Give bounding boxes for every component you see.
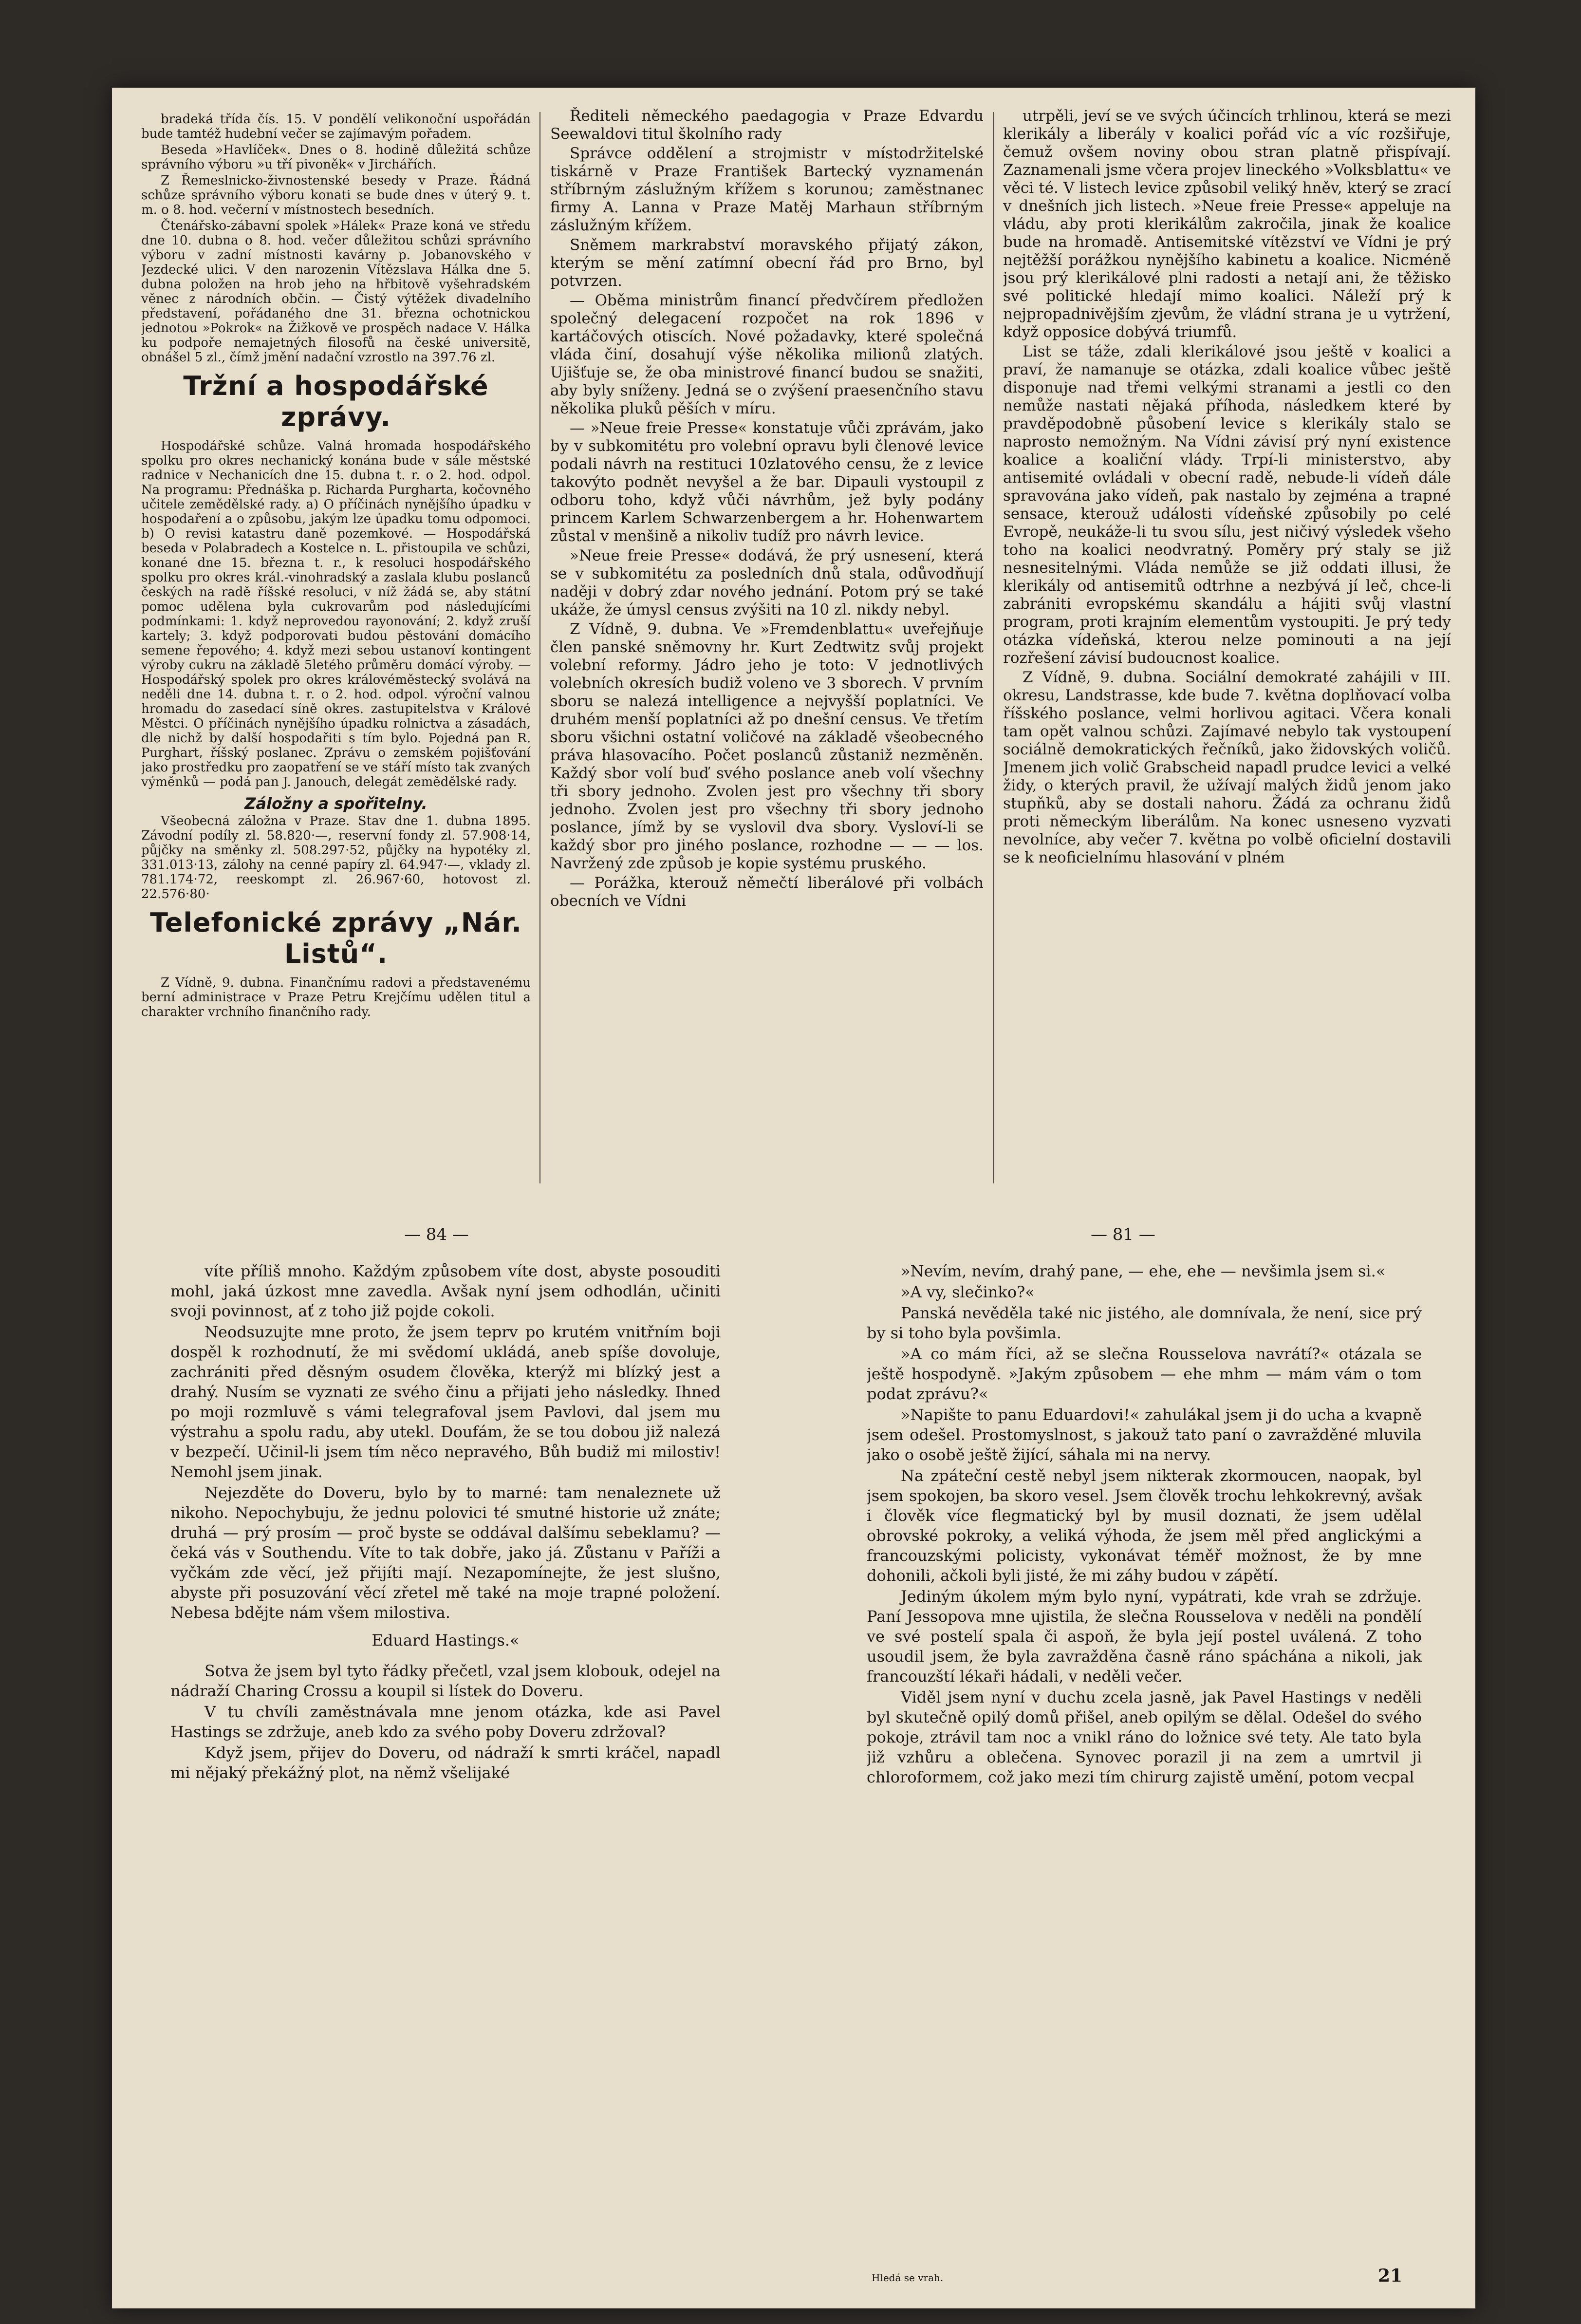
newspaper-sheet	[112, 88, 1475, 2308]
novel-page-right	[867, 1261, 1422, 2265]
novel-paragraph: Na zpáteční cestě nebyl jsem nikterak zkormoucen, naopak, byl jsem spokojen, ba skoro vesel. Jsem člověk trochu lehkokrevný, avšak i člověk více flegmatický byl by musil doznati, že jsem udělal obrovské pokroky, a veliká výhoda, že jsem měl před anglickými a francouzskými policisty, vykonávat téměř možnost, že by mne dohonili, ačkoli byli jisté, že mi záhy budou v zápětí.	[867, 1466, 1422, 1585]
page-number-left: — 84 —	[404, 1225, 469, 1244]
news-paragraph: Řediteli německého paedagogia v Praze Edvardu Seewaldovi titul školního rady	[550, 107, 984, 143]
news-paragraph: — Porážka, kterouž němečtí liberálové při volbách obecních ve Vídni	[550, 874, 984, 910]
news-paragraph: Všeobecná záložna v Praze. Stav dne 1. dubna 1895. Závodní podíly zl. 58.820·—, reservní fondy zl. 57.908·14, půjčky na směnky zl. 508.297·52, půjčky na hypotéky zl. 331.013·13, zálohy na cenné papíry zl. 64.947·—, vklady zl. 781.174·72, reeskompt zl. 26.967·60, hotovost zl. 22.576·80·	[141, 814, 531, 901]
column-divider	[539, 112, 540, 1183]
news-paragraph: — »Neue freie Presse« konstatuje vůči zprávám, jako by v subkomitétu pro volební opravu byli členové levice podali návrh na restituci 10zlatového censu, že z levice takovýto podnět nevyšel a že bar. Dipauli vystoupil z odboru toho, když vůči návrhům, jež byly podány princem Karlem Schwarzenbergem a hr. Hohenwartem zůstal v menšině a nikoliv tudíž pro návrh levice.	[550, 419, 984, 545]
news-paragraph: Čtenářsko-zábavní spolek »Hálek« Praze koná ve středu dne 10. dubna o 8. hod. večer důležitou schůzi správního výboru v zadní místnosti kavárny p. Jobanovského v Jezdecké ulici. V den narozenin Vítězslava Hálka dne 5. dubna položen na hrob jeho na hřbitově vyšehradském věnec z národních občin. — Čistý výtěžek divadelního představení, pořádaného dne 31. března ochotnickou jednotou »Pokrok« na Žižkově ve prospěch nadace V. Hálka ku podpoře nemajetných filosofů na české universitě, obnášel 5 zl., čímž jmění nadační vzrostlo na 397.76 zl.	[141, 219, 531, 365]
novel-paragraph: »A co mám říci, až se slečna Rousselova navrátí?« otázala se ještě hospodyně. »Jakým způsobem — ehe mhm — mám vám o tom podat zprávu?«	[867, 1345, 1422, 1403]
section-title-telephone: Telefonické zprávy „Nár. Listů“.	[150, 907, 522, 969]
news-paragraph: Beseda »Havlíček«. Dnes o 8. hodině důležitá schůze správního výboru »u tří pivoněk« v Jirchářích.	[141, 143, 531, 172]
novel-paragraph: Sotva že jsem byl tyto řádky přečetl, vzal jsem klobouk, odejel na nádraží Charing Crossu a koupil si lístek do Doveru.	[170, 1662, 721, 1700]
novel-paragraph: Neodsuzujte mne proto, že jsem teprv po krutém vnitřním boji dospěl k rozhodnutí, že mi svědomí ukládá, aneb spíše dovoluje, zachrániti před děsným osudem člověka, kterýž mi blízký jest a drahý. Nusím se vyznati ze svého činu a přijati jeho následky. Ihned po moji rozmluvě s vámi telegrafoval jsem Pavlovi, dal jsem mu výstrahu a spolu radu, aby utekl. Doufám, že se tou dobou již nalezá v bezpečí. Učinil-li jsem tím něco nepravého, Bůh budiž mi milostiv! Nemohl jsem jinak.	[170, 1323, 721, 1481]
section-title-market: Tržní a hospodářské zprávy.	[183, 371, 489, 432]
novel-paragraph: Panská nevěděla také nic jistého, ale domnívala, že není, sice prý by si toho byla povšimla.	[867, 1304, 1422, 1342]
novel-page-number: 21	[1378, 2266, 1403, 2286]
novel-paragraph: »Napište to panu Eduardovi!« zahulákal jsem ji do ucha a kvapně jsem odešel. Prostomyslnost, s jakouž tato paní o zavražděné mluvila jako o osobě ještě žijící, sáhala mi na nervy.	[867, 1406, 1422, 1464]
novel-paragraph: »A vy, slečinko?«	[901, 1283, 1035, 1301]
novel-footer-title: Hledá se vrah.	[872, 2272, 944, 2284]
novel-paragraph: víte příliš mnoho. Každým způsobem víte dost, abyste posouditi mohl, jaká úzkost mne zavedla. Avšak nyní jsem odhodlán, učiniti svoji povinnost, ať z toho již pojde cokoli.	[170, 1262, 721, 1320]
news-paragraph: Z Vídně, 9. dubna. Ve »Fremdenblattu« uveřejňuje člen panské sněmovny hr. Kurt Zedtwitz svůj projekt volební reformy. Jádro jeho je toto: V jednotlivých volebních okresích budiž voleno ve 3 sborech. V prvním sboru se nalezá intelligence a nejvyšší poplatníci. Ve druhém menší poplatníci až po dnešní census. Ve třetím sboru všichni ostatní voličové na základě všeobecného práva hlasovacího. Počet poslanců zůstaniž nezměněn. Každý sbor volí buď svého poslance aneb volí všechny tři sbory jednoho. Zvolen jest pro všechny tři sbory jednoho. Zvolen jest pro všechny tři sbory jednoho poslance, jímž by se vyslovil dva sbory. Vysloví-li se každý sbor pro jiného poslance, rozhodne — — — los. Navržený zde způsob je kopie systému pruského.	[550, 620, 984, 872]
news-paragraph: Hospodářské schůze. Valná hromada hospodářského spolku pro okres nechanický konána bude v sále městské radnice v Nechanicích dne 15. dubna t. r. o 2. hod. odpol. Na programu: Přednáška p. Richarda Purgharta, kočovného učitele zemědělské rady. a) O příčinách nynějšího úpadku v hospodaření a o způsobu, jakým lze úpadku tomu odpomoci. b) O revisi katastru daně pozemkové. — Hospodářská beseda v Polabradech a Kostelce n. L. přistoupila ve schůzi, konané dne 15. března t. r., k resoluci hospodářského spolku pro okres král.-vinohradský a zaslala klubu poslanců českých na radě říšské resoluci, v níž žádá se, aby státní pomoc udělena byla cukrovarům pod následujícími podmínkami: 1. když neprovedou rayonování; 2. když zruší kartely; 3. když podporovati budou pěstování domácího semene řepového; 4. když mezi sebou ustanoví kontingent výroby cukru na základě 5letého průměru domácí výroby. — Hospodářský spolek pro okres královéměstecký svolává na neděli dne 14. dubna t. r. o 2. hod. odpol. výroční valnou hromadu do zasedací síně okres. zastupitelstva v Králové Městci. O příčinách nynějšího úpadku rolnictva a zásadách, dle nichž by další hospodařiti s tím bylo. Pojedná pan R. Purghart, říšský poslanec. Zprávu o zemském pojišťování jako prostředku pro zaopatření se ve stáří místo tak zvaných výměnků — podá pan J. Janouch, delegát zemědělské rady.	[141, 439, 531, 789]
news-paragraph: List se táže, zdali klerikálové jsou ještě v koalici a praví, že namanuje se otázka, zdali koalice vůbec ještě disponuje nad třemi velkými stranami a jestli co den nemůže nastati nějaká příhoda, následkem které by pravděpodobně působení levice s klerikály stalo se naprosto nemožným. Na Vídni závisí prý nyní existence koalice a koaliční vlády. Trpí-li ministerstvo, aby antisemité ovládali v obecní radě, nebude-li vídeň dále spravována jako vídeň, pak nastalo by zejména a trapné sensace, kterouž události vídeňské způsobily po celé Evropě, neukáže-li tu svou sílu, jest ničivý výsledek všeho toho na koalici neodvratný. Poměry prý staly se již nesnesitelnými. Vláda nemůže se již oddati illusi, že klerikály od antisemitů odtrhne a nezbývá jí leč, chce-li zabrániti evropskému skandálu a hájiti svůj vlastní program, proti krajním elementům vystoupiti. Je prý tedy otázka vídeňská, kterou nelze pominouti a na její rozřešení závisí budoucnost koalice.	[1003, 343, 1451, 667]
news-paragraph: bradeká třída čís. 15. V pondělí velikonoční uspořádán bude tamtéž hudební večer se zajímavým pořadem.	[141, 112, 531, 141]
news-paragraph: Z Řemeslnicko-živnostenské besedy v Praze. Řádná schůze správního výboru konati se bude dnes v úterý 9. t. m. o 8. hod. večerní v místnostech besedních.	[141, 173, 531, 217]
column-divider	[993, 112, 994, 1183]
novel-paragraph: Viděl jsem nyní v duchu zcela jasně, jak Pavel Hastings v neděli byl skutečně opilý domů přišel, aneb opilým se dělal. Odešel do svého pokoje, ztrávil tam noc a vnikl ráno do ložnice své tety. Ale tato byla již vzhůru a oblečena. Synovec porazil ji na zem a umrtvil ji chloroformem, což jako mezi tím chirurg zajistě umění, potom vecpal	[867, 1688, 1422, 1786]
novel-paragraph: V tu chvíli zaměstnávala mne jenom otázka, kde asi Pavel Hastings se zdržuje, aneb kdo za svého poby Doveru zdržoval?	[170, 1703, 721, 1741]
news-paragraph: — Oběma ministrům financí předvčírem předložen společný delegacení rozpočet na rok 1896 v kartáčových otiscích. Nové požadavky, které společná vláda činí, dosahují výše několika milionů zlatých. Ujišťuje se, že oba ministrové financí budou se snažiti, aby byly sníženy. Jedná se o zvýšení praesenčního stavu několika pluků pěších v míru.	[550, 292, 984, 417]
news-paragraph: »Neue freie Presse« dodává, že prý usnesení, která se v subkomitétu za posledních dnů stala, odůvodňují naději v dobrý zdar nového jednání. Potom prý se také ukáže, že úmysl census zvýšiti na 10 zl. nikdy nebyl.	[550, 547, 984, 618]
news-paragraph: Správce oddělení a strojmistr v místodržitelské tiskárně v Praze František Bartecký vyznamenán stříbrným záslužným křížem s korunou; zaměstnanec firmy A. Lanna v Praze Matěj Marhaun stříbrným záslužným křížem.	[550, 145, 984, 234]
news-paragraph: Z Vídně, 9. dubna. Sociální demokraté zahájili v III. okresu, Landstrasse, kde bude 7. května doplňovací volba říšského poslance, velmi horlivou agitaci. Včera konali tam opět valnou schůzi. Zajímavé nebylo tak vystoupení sociálně demokratických řečníků, jako židovských voličů. Jmenem jich volič Grabscheid napadl prudce levici a velké židy, o kterých pravil, že užívají malých židů jenom jako stupňků, aby se dostali nahoru. Žádá za ochranu židů proti německým liberálům. Na konec usneseno vyzvati nevolníce, aby večer 7. května po volbě oficielní dostavili se k neoficielnímu hlasování v plném	[1003, 669, 1451, 866]
news-column-1	[141, 112, 531, 1208]
news-column-2	[550, 107, 984, 1208]
novel-paragraph: Jediným úkolem mým bylo nyní, vypátrati, kde vrah se zdržuje. Paní Jessopova mne ujistila, že slečna Rousselova v neděli na pondělí ve své postelí spala či aspoň, že byla její postel uválená. Z toho usoudil jsem, že byla zavražděna časně ráno spáchána a nikoli, jak francouzští lékaři hádali, v neděli večer.	[867, 1587, 1422, 1686]
novel-paragraph: Když jsem, přijev do Doveru, od nádraží k smrti kráčel, napadl mi nějaký překážný plot, na němž všelijaké	[170, 1743, 721, 1782]
letter-signature: Eduard Hastings.«	[372, 1631, 520, 1649]
subsection-title-savings: Záložny a spořitelny.	[244, 794, 428, 813]
news-paragraph: Z Vídně, 9. dubna. Finančnímu radovi a představenému berní administrace v Praze Petru Krejčímu udělen titul a charakter vrchního finančního rady.	[141, 975, 531, 1019]
page-number-right: — 81 —	[1091, 1225, 1155, 1244]
novel-page-left	[170, 1261, 721, 2265]
news-column-3	[1003, 107, 1451, 1208]
novel-paragraph: »Nevím, nevím, drahý pane, — ehe, ehe — nevšimla jsem si.«	[901, 1262, 1386, 1280]
news-paragraph: Sněmem markrabství moravského přijatý zákon, kterým se mění zatímní obecní řád pro Brno, byl potvrzen.	[550, 236, 984, 290]
novel-paragraph: Nejezděte do Doveru, bylo by to marné: tam nenaleznete už nikoho. Nepochybuju, že jednu polovici té smutné historie už znáte; druhá — prý prosím — proč byste se oddával dalšímu sebeklamu? — čeká vás v Southendu. Víte to tak dobře, jako já. Zůstanu v Paříži a vyčkám zde věcí, jež přijíti mají. Nezapomínejte, že jest slušno, abyste při posuzování věcí zřetel mě také na moje trapné položení. Nebesa bdějte nám všem milostiva.	[170, 1483, 721, 1622]
news-paragraph: utrpěli, jeví se ve svých účincích trhlinou, která se mezi klerikály a liberály v koalici pořád víc a víc rozšiřuje, čemuž ovšem noviny obou stran platně přispívají. Zaznamenali jsme včera projev lineckého »Volksblattu« ve věci té. V listech levice způsobil veliký hněv, který se zrací v dnešních jich listech. »Neue freie Presse« appeluje na vládu, aby proti klerikálům zakročila, jinak že koalice bude na hromadě. Antisemitské vítězství ve Vídni je prý nejtěžší porážkou nynějšího kabinetu a koalice. Nicméně jsou prý klerikálové plni radosti a netají ani, že těžisko své politické hledají mimo koalici. Náleží prý k nejpropadnivějším zjevům, že vládní strana je u vytržení, když opposice dobývá triumfů.	[1003, 107, 1451, 341]
